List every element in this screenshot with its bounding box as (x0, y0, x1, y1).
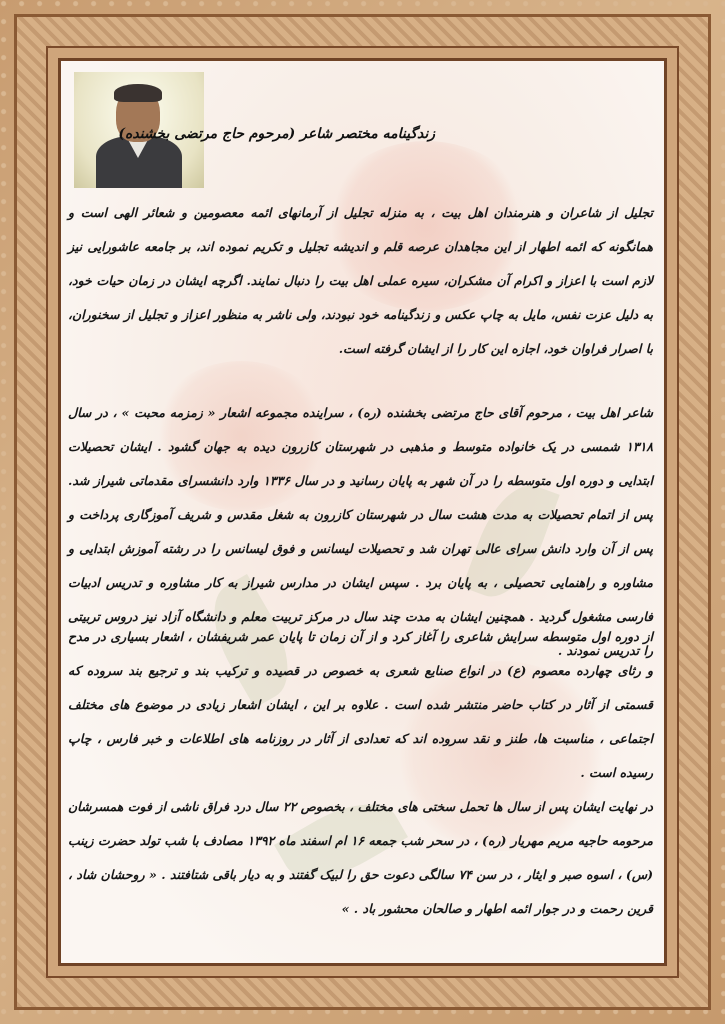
paragraph-poetry: از دوره اول متوسطه سرایش شاعری را آغاز کرد و از آن زمان تا پایان عمر شریفشان ، اشعار بسیاری در مدح و رثای چهارده معصوم (ع) در انواع صنایع شعری به خصوص در قصیده و ترکیب بند و ترجیع بند سروده که قسمتی از آثار در کتاب حاضر منتشر شده است . علاوه بر این ، ایشان اشعار زیادی در موضوع های مختلف اجتماعی ، مناسبت ها، طنز و نقد سروده اند که تعدادی از آثار در روزنامه های اطلاعات و خبر فارس ، چاپ رسیده است . (68, 629, 653, 780)
paragraph-biography: شاعر اهل بیت ، مرحوم آقای حاج مرتضی بخشنده (ره) ، سراینده مجموعه اشعار « زمزمه محبت » ، در سال ۱۳۱۸ شمسی در یک خانواده متوسط و مذهبی در شهرستان کازرون دیده به جهان گشود . ایشان تحصیلات ابتدایی و دوره اول متوسطه را در آن شهر به پایان رسانید و در سال ۱۳۳۶ وارد دانشسرای مقدماتی شیراز شد. پس از اتمام تحصیلات به مدت هشت سال در شهرستان کازرون به شغل مقدس و شریف آموزگاری پرداخت و پس از آن وارد دانش سرای عالی تهران شد و تحصیلات لیسانس و فوق لیسانس را در رشته آموزش ابتدایی و مشاوره و راهنمایی تحصیلی ، به پایان برد . سپس ایشان در مدارس شیراز به کار مشاوره و تدریس ادبیات فارسی مشغول گردید . همچنین ایشان به مدت چند سال در مرکز تربیت معلم و دانشگاه آزاد نیز دروس تربیتی را تدریس نمودند . (68, 405, 653, 658)
page-title: زندگینامه مختصر شاعر (مرحوم حاج مرتضی بخشنده) (118, 126, 435, 142)
paragraph-intro: تجلیل از شاعران و هنرمندان اهل بیت ، به منزله تجلیل از آرمانهای ائمه معصومین و شعائر الهی است و همانگونه که ائمه اطهار از این مجاهدان عرصه قلم و اندیشه تجلیل و تکریم نموده اند، بر جامعه عاشورایی نیز لازم است با اعزاز و اکرام آن مشکران، سیره عملی اهل بیت را دنبال نمایند. اگرچه ایشان در زمان حیات خود، به دلیل عزت نفس، مایل به چاپ عکس و زندگینامه خود نبودند، ولی ناشر به منظور اعزاز و تجلیل از سخنوران، با اصرار فراوان خود، اجازه این کار را از ایشان گرفته است. (68, 205, 653, 356)
paragraph-passing: در نهایت ایشان پس از سال ها تحمل سختی های مختلف ، بخصوص ۲۲ سال درد فراق ناشی از فوت همسرشان مرحومه حاجیه مریم مهریار (ره) ، در سحر شب جمعه ۱۶ ام اسفند ماه ۱۳۹۲ مصادف با شب تولد حضرت زینب (س) ، اسوه صبر و ایثار ، در سن ۷۴ سالگی دعوت حق را لبیک گفتند و به دیار باقی شتافتند . « روحشان شاد ، قرین رحمت و در جوار ائمه اطهار و صالحان محشور باد . » (68, 799, 653, 916)
portrait-hair (114, 84, 162, 102)
